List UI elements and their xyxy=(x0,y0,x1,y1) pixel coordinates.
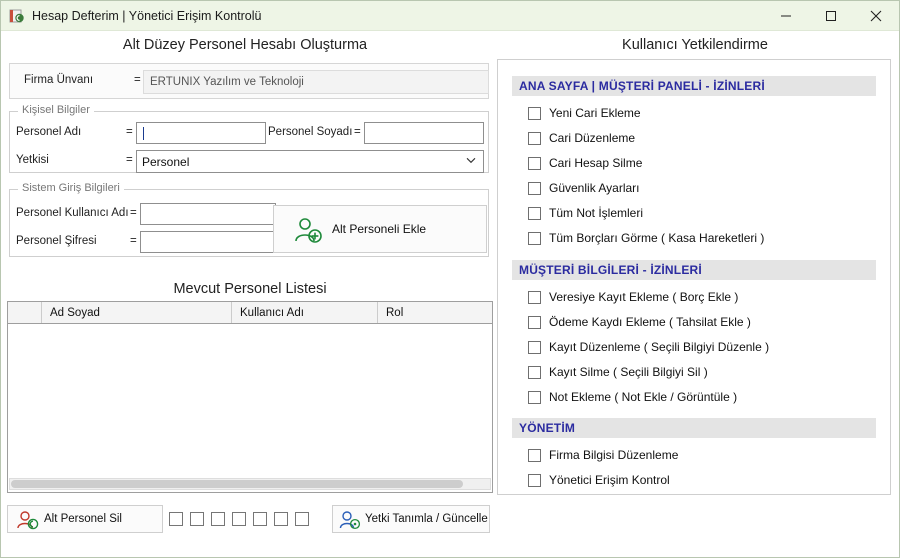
permission-row-all-notes[interactable] xyxy=(528,204,643,222)
delete-personnel-button[interactable] xyxy=(7,505,163,533)
define-permissions-label: Yetki Tanımla / Güncelle xyxy=(365,513,488,525)
close-icon[interactable] xyxy=(853,1,899,31)
personnel-surname-equals: = xyxy=(354,126,361,138)
login-password-equals: = xyxy=(130,235,137,247)
add-personnel-label: Alt Personeli Ekle xyxy=(332,222,427,236)
personnel-role-equals: = xyxy=(126,154,133,166)
add-user-icon xyxy=(294,216,324,247)
maximize-icon[interactable] xyxy=(808,1,853,31)
bottom-checkbox-3[interactable] xyxy=(211,512,225,526)
label-add-payment-record: Ödeme Kaydı Ekleme ( Tahsilat Ekle ) xyxy=(549,315,751,329)
label-edit-customer: Cari Düzenleme xyxy=(549,131,636,145)
right-panel-heading: Kullanıcı Yetkilendirme xyxy=(622,37,768,53)
bottom-checkbox-4[interactable] xyxy=(232,512,246,526)
personnel-name-input[interactable] xyxy=(136,122,266,144)
label-add-note: Not Ekleme ( Not Ekle / Görüntüle ) xyxy=(549,390,738,404)
personnel-role-select[interactable] xyxy=(136,150,484,173)
minimize-icon[interactable] xyxy=(763,1,808,31)
permission-row-edit-record[interactable] xyxy=(528,338,769,356)
user-settings-icon xyxy=(339,510,361,533)
title-bar xyxy=(1,1,899,31)
section-header-management: YÖNETİM xyxy=(512,418,876,438)
left-panel-heading: Alt Düzey Personel Hesabı Oluşturma xyxy=(122,37,368,53)
firm-card xyxy=(9,63,489,99)
checkbox-admin-access-control[interactable] xyxy=(528,474,541,487)
table-horizontal-scrollbar[interactable] xyxy=(9,478,491,490)
remove-user-icon xyxy=(16,510,40,533)
table-col-select xyxy=(8,302,42,323)
permission-row-add-note[interactable] xyxy=(528,388,737,406)
firm-equals: = xyxy=(134,74,141,86)
section-header-main-customer: ANA SAYFA | MÜŞTERİ PANELİ - İZİNLERİ xyxy=(512,76,876,96)
label-delete-record: Kayıt Silme ( Seçili Bilgiyi Sil ) xyxy=(549,365,708,379)
checkbox-view-all-debts[interactable] xyxy=(528,232,541,245)
personnel-name-label: Personel Adı xyxy=(16,126,82,138)
personnel-role-value: Personel xyxy=(142,154,190,169)
label-security-settings: Güvenlik Ayarları xyxy=(549,181,640,195)
login-info-legend: Sistem Giriş Bilgileri xyxy=(18,182,124,194)
checkbox-edit-customer[interactable] xyxy=(528,132,541,145)
permission-row-edit-firm-info[interactable] xyxy=(528,446,678,464)
section-header-customer-info: MÜŞTERİ BİLGİLERİ - İZİNLERİ xyxy=(512,260,876,280)
permission-row-security-settings[interactable] xyxy=(528,179,640,197)
login-password-input[interactable] xyxy=(140,231,276,253)
bottom-checkbox-1[interactable] xyxy=(169,512,183,526)
personnel-table[interactable] xyxy=(7,301,493,493)
checkbox-security-settings[interactable] xyxy=(528,182,541,195)
window-title: Hesap Defterim | Yönetici Erişim Kontrolü xyxy=(32,8,262,23)
delete-personnel-label: Alt Personel Sil xyxy=(44,513,122,525)
checkbox-add-payment-record[interactable] xyxy=(528,316,541,329)
personnel-surname-input[interactable] xyxy=(364,122,484,144)
permission-row-add-payment-record[interactable] xyxy=(528,313,751,331)
checkbox-all-notes[interactable] xyxy=(528,207,541,220)
label-edit-record: Kayıt Düzenleme ( Seçili Bilgiyi Düzenle ) xyxy=(549,340,770,354)
text-caret xyxy=(143,127,144,140)
permission-row-add-credit-record[interactable] xyxy=(528,288,738,306)
window-controls xyxy=(763,1,899,31)
permission-row-edit-customer[interactable] xyxy=(528,129,635,147)
personnel-list-heading: Mevcut Personel Listesi xyxy=(173,281,327,297)
checkbox-new-customer[interactable] xyxy=(528,107,541,120)
checkbox-add-credit-record[interactable] xyxy=(528,291,541,304)
permission-row-new-customer[interactable] xyxy=(528,104,641,122)
checkbox-delete-customer-account[interactable] xyxy=(528,157,541,170)
firm-value-readonly: ERTUNIX Yazılım ve Teknoloji xyxy=(143,70,489,94)
app-icon xyxy=(9,8,25,24)
permission-row-view-all-debts[interactable] xyxy=(528,229,764,247)
bottom-checkbox-2[interactable] xyxy=(190,512,204,526)
table-col-fullname: Ad Soyad xyxy=(42,302,232,323)
table-col-role: Rol xyxy=(386,306,404,319)
permission-row-admin-access-control[interactable] xyxy=(528,471,670,489)
label-new-customer: Yeni Cari Ekleme xyxy=(549,106,641,120)
login-username-equals: = xyxy=(130,207,137,219)
checkbox-add-note[interactable] xyxy=(528,391,541,404)
permission-row-delete-customer-account[interactable] xyxy=(528,154,642,172)
login-username-input[interactable] xyxy=(140,203,276,225)
login-password-label: Personel Şifresi xyxy=(16,235,97,247)
personnel-role-label: Yetkisi xyxy=(16,154,49,166)
personal-info-legend: Kişisel Bilgiler xyxy=(18,104,94,116)
personal-info-group xyxy=(9,104,489,173)
label-edit-firm-info: Firma Bilgisi Düzenleme xyxy=(549,448,679,462)
label-delete-customer-account: Cari Hesap Silme xyxy=(549,156,643,170)
permission-row-delete-record[interactable] xyxy=(528,363,708,381)
label-admin-access-control: Yönetici Erişim Kontrol xyxy=(549,473,670,487)
permissions-panel xyxy=(497,59,891,495)
bottom-checkbox-5[interactable] xyxy=(253,512,267,526)
login-username-label: Personel Kullanıcı Adı xyxy=(16,207,129,219)
scrollbar-thumb[interactable] xyxy=(11,480,463,488)
checkbox-edit-record[interactable] xyxy=(528,341,541,354)
label-add-credit-record: Veresiye Kayıt Ekleme ( Borç Ekle ) xyxy=(549,290,739,304)
bottom-checkbox-6[interactable] xyxy=(274,512,288,526)
personnel-surname-label: Personel Soyadı xyxy=(268,126,353,138)
table-header-row xyxy=(8,302,492,324)
bottom-checkbox-7[interactable] xyxy=(295,512,309,526)
add-personnel-button[interactable] xyxy=(273,205,487,253)
firm-label: Firma Ünvanı xyxy=(24,74,94,86)
define-permissions-button[interactable] xyxy=(332,505,490,533)
label-view-all-debts: Tüm Borçları Görme ( Kasa Hareketleri ) xyxy=(549,231,765,245)
checkbox-edit-firm-info[interactable] xyxy=(528,449,541,462)
personnel-name-equals: = xyxy=(126,126,133,138)
label-all-notes: Tüm Not İşlemleri xyxy=(549,206,644,220)
table-col-username: Kullanıcı Adı xyxy=(232,302,378,323)
checkbox-delete-record[interactable] xyxy=(528,366,541,379)
chevron-down-icon xyxy=(466,156,476,167)
